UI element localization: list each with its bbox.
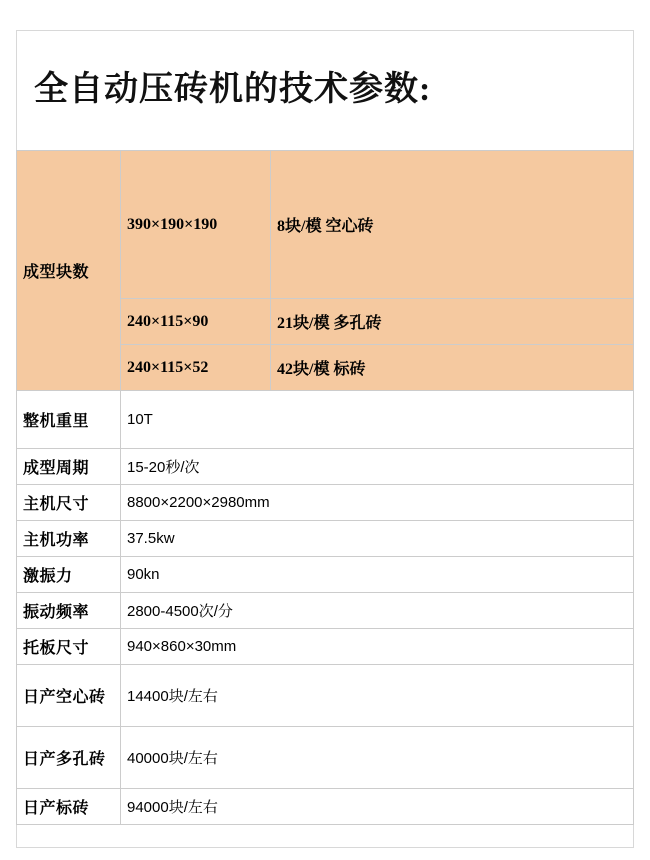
row-value-machine-size: 8800×2200×2980mm xyxy=(121,485,634,521)
row-value-daily-standard: 94000块/左右 xyxy=(121,789,634,825)
table-row xyxy=(17,449,634,485)
table-row xyxy=(17,391,634,449)
row-label-machine-size: 主机尺寸 xyxy=(17,485,121,521)
row-value-machine-power: 37.5kw xyxy=(121,521,634,557)
row-label-machine-power: 主机功率 xyxy=(17,521,121,557)
table-row xyxy=(17,789,634,825)
table-row xyxy=(17,593,634,629)
row-value-vibration-frequency: 2800-4500次/分 xyxy=(121,593,634,629)
table-row xyxy=(17,485,634,521)
cell-spec-porous: 240×115×90 xyxy=(121,299,271,345)
row-label-vibration-frequency: 振动频率 xyxy=(17,593,121,629)
row-label-daily-porous: 日产多孔砖 xyxy=(17,727,121,789)
row-label-daily-hollow: 日产空心砖 xyxy=(17,665,121,727)
table-row xyxy=(17,727,634,789)
table-row xyxy=(17,521,634,557)
table-row xyxy=(17,557,634,593)
row-label-forming-cycle: 成型周期 xyxy=(17,449,121,485)
row-label-exciting-force: 激振力 xyxy=(17,557,121,593)
cell-value-hollow: 8块/模 空心砖 xyxy=(271,151,634,299)
row-value-forming-cycle: 15-20秒/次 xyxy=(121,449,634,485)
row-value-exciting-force: 90kn xyxy=(121,557,634,593)
table-row xyxy=(17,151,634,299)
cell-spec-hollow: 390×190×190 xyxy=(121,151,271,299)
row-value-machine-weight: 10T xyxy=(121,391,634,449)
table-row xyxy=(17,665,634,727)
row-value-pallet-size: 940×860×30mm xyxy=(121,629,634,665)
row-value-daily-porous: 40000块/左右 xyxy=(121,727,634,789)
page-title: 全自动压砖机的技术参数: xyxy=(34,71,432,108)
cell-value-standard: 42块/模 标砖 xyxy=(271,345,634,391)
table-row xyxy=(17,629,634,665)
row-label-forming-count: 成型块数 xyxy=(17,151,121,391)
specification-table xyxy=(16,150,634,825)
row-value-daily-hollow: 14400块/左右 xyxy=(121,665,634,727)
row-label-pallet-size: 托板尺寸 xyxy=(17,629,121,665)
row-label-daily-standard: 日产标砖 xyxy=(17,789,121,825)
cell-value-porous: 21块/模 多孔砖 xyxy=(271,299,634,345)
row-label-machine-weight: 整机重里 xyxy=(17,391,121,449)
cell-spec-standard: 240×115×52 xyxy=(121,345,271,391)
